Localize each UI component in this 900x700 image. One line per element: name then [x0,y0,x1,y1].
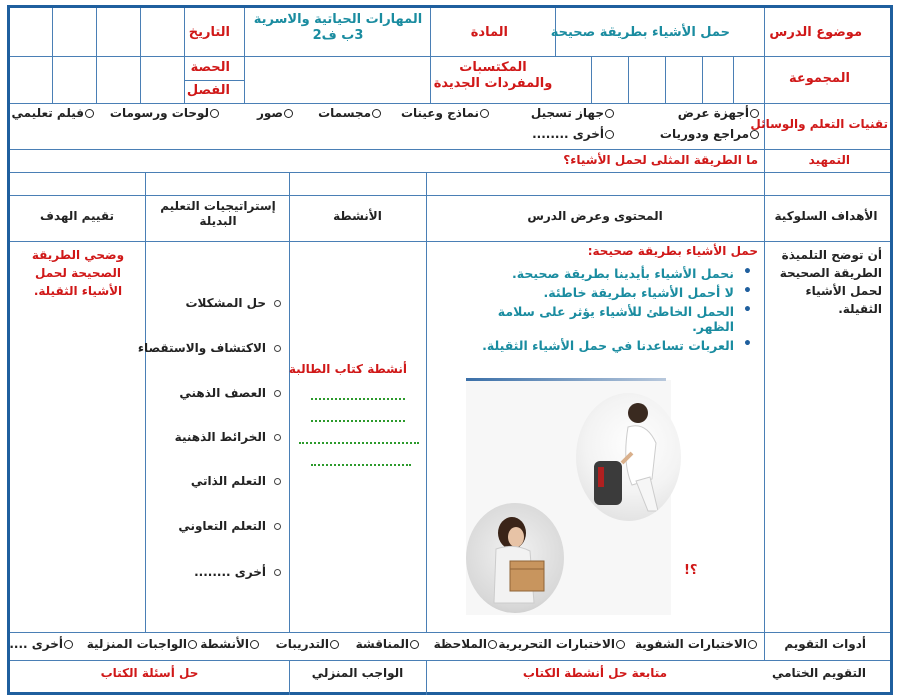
strategy-item[interactable] [194,565,281,580]
assessment-option[interactable] [276,637,340,652]
assessment-option-label: التدريبات [275,637,329,651]
content-header: المحتوى وعرض الدرس [527,209,663,223]
intro-question: ما الطريقة المثلى لحمل الأشياء؟ [563,153,758,167]
tool-option[interactable] [531,106,615,121]
vocab-label: المكتسبات والمفردات الجديدة [433,60,553,92]
radio-icon [188,640,197,649]
grid-line [289,660,290,695]
image-mark: ؟! [684,563,698,578]
grid-line [702,56,703,103]
assessment-option[interactable] [434,637,498,652]
activities-text: أنشطة كتاب الطالبة [288,362,407,376]
radio-icon [64,640,73,649]
tool-option[interactable] [532,127,615,142]
assessment-option-label: الملاحظة [433,637,487,651]
tools-label: تقنيات التعلم والوسائل [750,117,888,131]
tool-option-label: لوحات ورسومات [109,106,209,120]
boy-lifting-bag-image [576,393,681,521]
strategy-item[interactable] [191,474,281,489]
grid-line [52,8,53,103]
radio-icon [750,130,759,139]
tool-option[interactable] [11,106,95,121]
grid-line [10,172,890,173]
strategy-label: الاكتشاف والاستقصاء [137,341,266,355]
strategy-label: التعلم الذاتي [190,474,266,488]
circle-icon [274,345,281,352]
content-bullet: • العربات تساعدنا في حمل الأشياء الثقيلة. [480,338,752,353]
grid-line [145,172,146,632]
dotted-line [299,442,419,444]
tool-option-label: نماذج وعينات [400,106,479,120]
tool-option[interactable] [318,106,382,121]
tool-option-label: صور [256,106,283,120]
grid-line [10,56,890,57]
grid-line [430,8,431,103]
assessment-option[interactable] [200,637,260,652]
grid-line [244,8,245,103]
grid-line [184,80,244,81]
final-eval-label: التقويم الختامي [771,666,866,680]
assessment-option[interactable] [87,637,198,652]
radio-icon [410,640,419,649]
homework-label: الواجب المنزلي [311,666,404,680]
radio-icon [372,109,381,118]
radio-icon [480,109,489,118]
grid-line [96,8,97,103]
objectives-header: الأهداف السلوكية [774,209,878,223]
tool-option-label: جهاز تسجيل [530,106,604,120]
evaluation-text: وضحي الطريقة الصحيحة لحمل الأشياء الثقيلة. [31,248,125,298]
strategy-label: حل المشكلات [185,296,266,310]
assessment-option[interactable] [9,637,74,652]
dotted-line [311,420,405,422]
grid-line [628,56,629,103]
strategy-item[interactable] [138,341,281,356]
strategy-label: أخرى ........ [194,565,266,579]
circle-icon [274,300,281,307]
strategy-item[interactable] [175,430,281,445]
tool-option-label: أجهزة عرض [677,106,749,120]
grid-line [10,149,890,150]
radio-icon [85,109,94,118]
strategy-item[interactable] [179,386,281,401]
girl-carrying-icon [466,503,564,613]
subject-value: المهارات الحياتية والاسرية 3ب ف2 [253,12,423,44]
tool-option-label: فيلم تعليمي [11,106,84,120]
radio-icon [250,640,259,649]
assessment-option[interactable] [356,637,420,652]
strategies-header: إستراتيجيات التعليم البديلة [160,199,276,228]
dotted-line [311,398,405,400]
radio-icon [750,109,759,118]
content-bullet: • نحمل الأشياء بأيدينا بطريقة صحيحة. [480,266,752,281]
strategy-label: العصف الذهني [179,386,266,400]
grid-line [10,632,890,633]
subject-label: المادة [470,25,508,40]
book-questions-text: حل أسئلة الكتاب [100,666,199,680]
grid-line [733,56,734,103]
group-label: المجموعة [788,71,850,86]
circle-icon [274,523,281,530]
dotted-line [311,464,411,466]
radio-icon [488,640,497,649]
tool-option-label: أخرى ........ [532,127,604,141]
class-label: الفصل [186,83,230,98]
strategy-label: التعلم التعاوني [178,519,266,533]
grid-line [591,56,592,103]
radio-icon [748,640,757,649]
assessment-option-label: أخرى .... [9,637,63,651]
grid-line [764,149,765,195]
tool-option[interactable] [660,127,760,142]
content-heading: حمل الأشياء بطريقة صحيحة: [587,244,758,258]
radio-icon [210,109,219,118]
grid-line [426,660,427,695]
assessment-option-label: الأنشطة [200,637,249,651]
lesson-topic-value: حمل الأشياء بطريقة صحيحة [550,25,730,40]
circle-icon [274,434,281,441]
tool-option[interactable] [110,106,220,121]
assessment-option[interactable] [498,637,626,652]
tool-option[interactable] [401,106,490,121]
radio-icon [605,109,614,118]
grid-line [289,172,290,632]
radio-icon [616,640,625,649]
circle-icon [274,569,281,576]
evaluation-header: تقييم الهدف [40,209,114,223]
illustration-bar [466,378,666,381]
period-label: الحصة [190,60,230,75]
grid-line [10,241,890,242]
strategy-label: الخرائط الذهنية [174,430,266,444]
content-bullet: • الحمل الخاطئ للأشياء يؤثر على سلامة الظهر. [480,304,752,334]
assessment-option-label: الواجبات المنزلية [86,637,187,651]
tool-option[interactable] [257,106,294,121]
followup-text: متابعة حل أنشطة الكتاب [522,666,668,680]
boy-lifting-icon [576,393,681,521]
assessment-tools-label: أدوات التقويم [784,637,866,651]
grid-line [184,8,185,103]
intro-label: التمهيد [808,153,850,167]
girl-carrying-box-image [466,503,564,613]
grid-line [10,660,890,661]
assessment-option-label: الاختبارات التحريرية [498,637,615,651]
content-bullet: • لا أحمل الأشياء بطريقة خاطئة. [480,285,752,300]
strategy-item[interactable] [185,296,281,311]
strategy-item[interactable] [178,519,281,534]
lesson-topic-label: موضوع الدرس [769,25,862,40]
radio-icon [284,109,293,118]
grid-line [426,172,427,632]
objective-text: أن توضح التلميذة الطريقة الصحيحة لحمل الأشياء الثقيلة. [779,248,882,316]
radio-icon [330,640,339,649]
activities-header: الأنشطة [333,209,382,223]
assessment-option-label: المناقشة [355,637,409,651]
assessment-option-label: الاختبارات الشفوية [634,637,747,651]
date-label: التاريخ [188,25,230,40]
tool-option-label: مراجع ودوريات [659,127,749,141]
grid-line [764,195,765,660]
assessment-option[interactable] [635,637,758,652]
grid-line [140,8,141,103]
tool-option[interactable] [678,106,760,121]
radio-icon [605,130,614,139]
circle-icon [274,478,281,485]
grid-line [10,195,890,196]
content-bullets [480,266,752,357]
grid-line [10,103,890,104]
circle-icon [274,390,281,397]
grid-line [665,56,666,103]
tool-option-label: مجسمات [318,106,371,120]
